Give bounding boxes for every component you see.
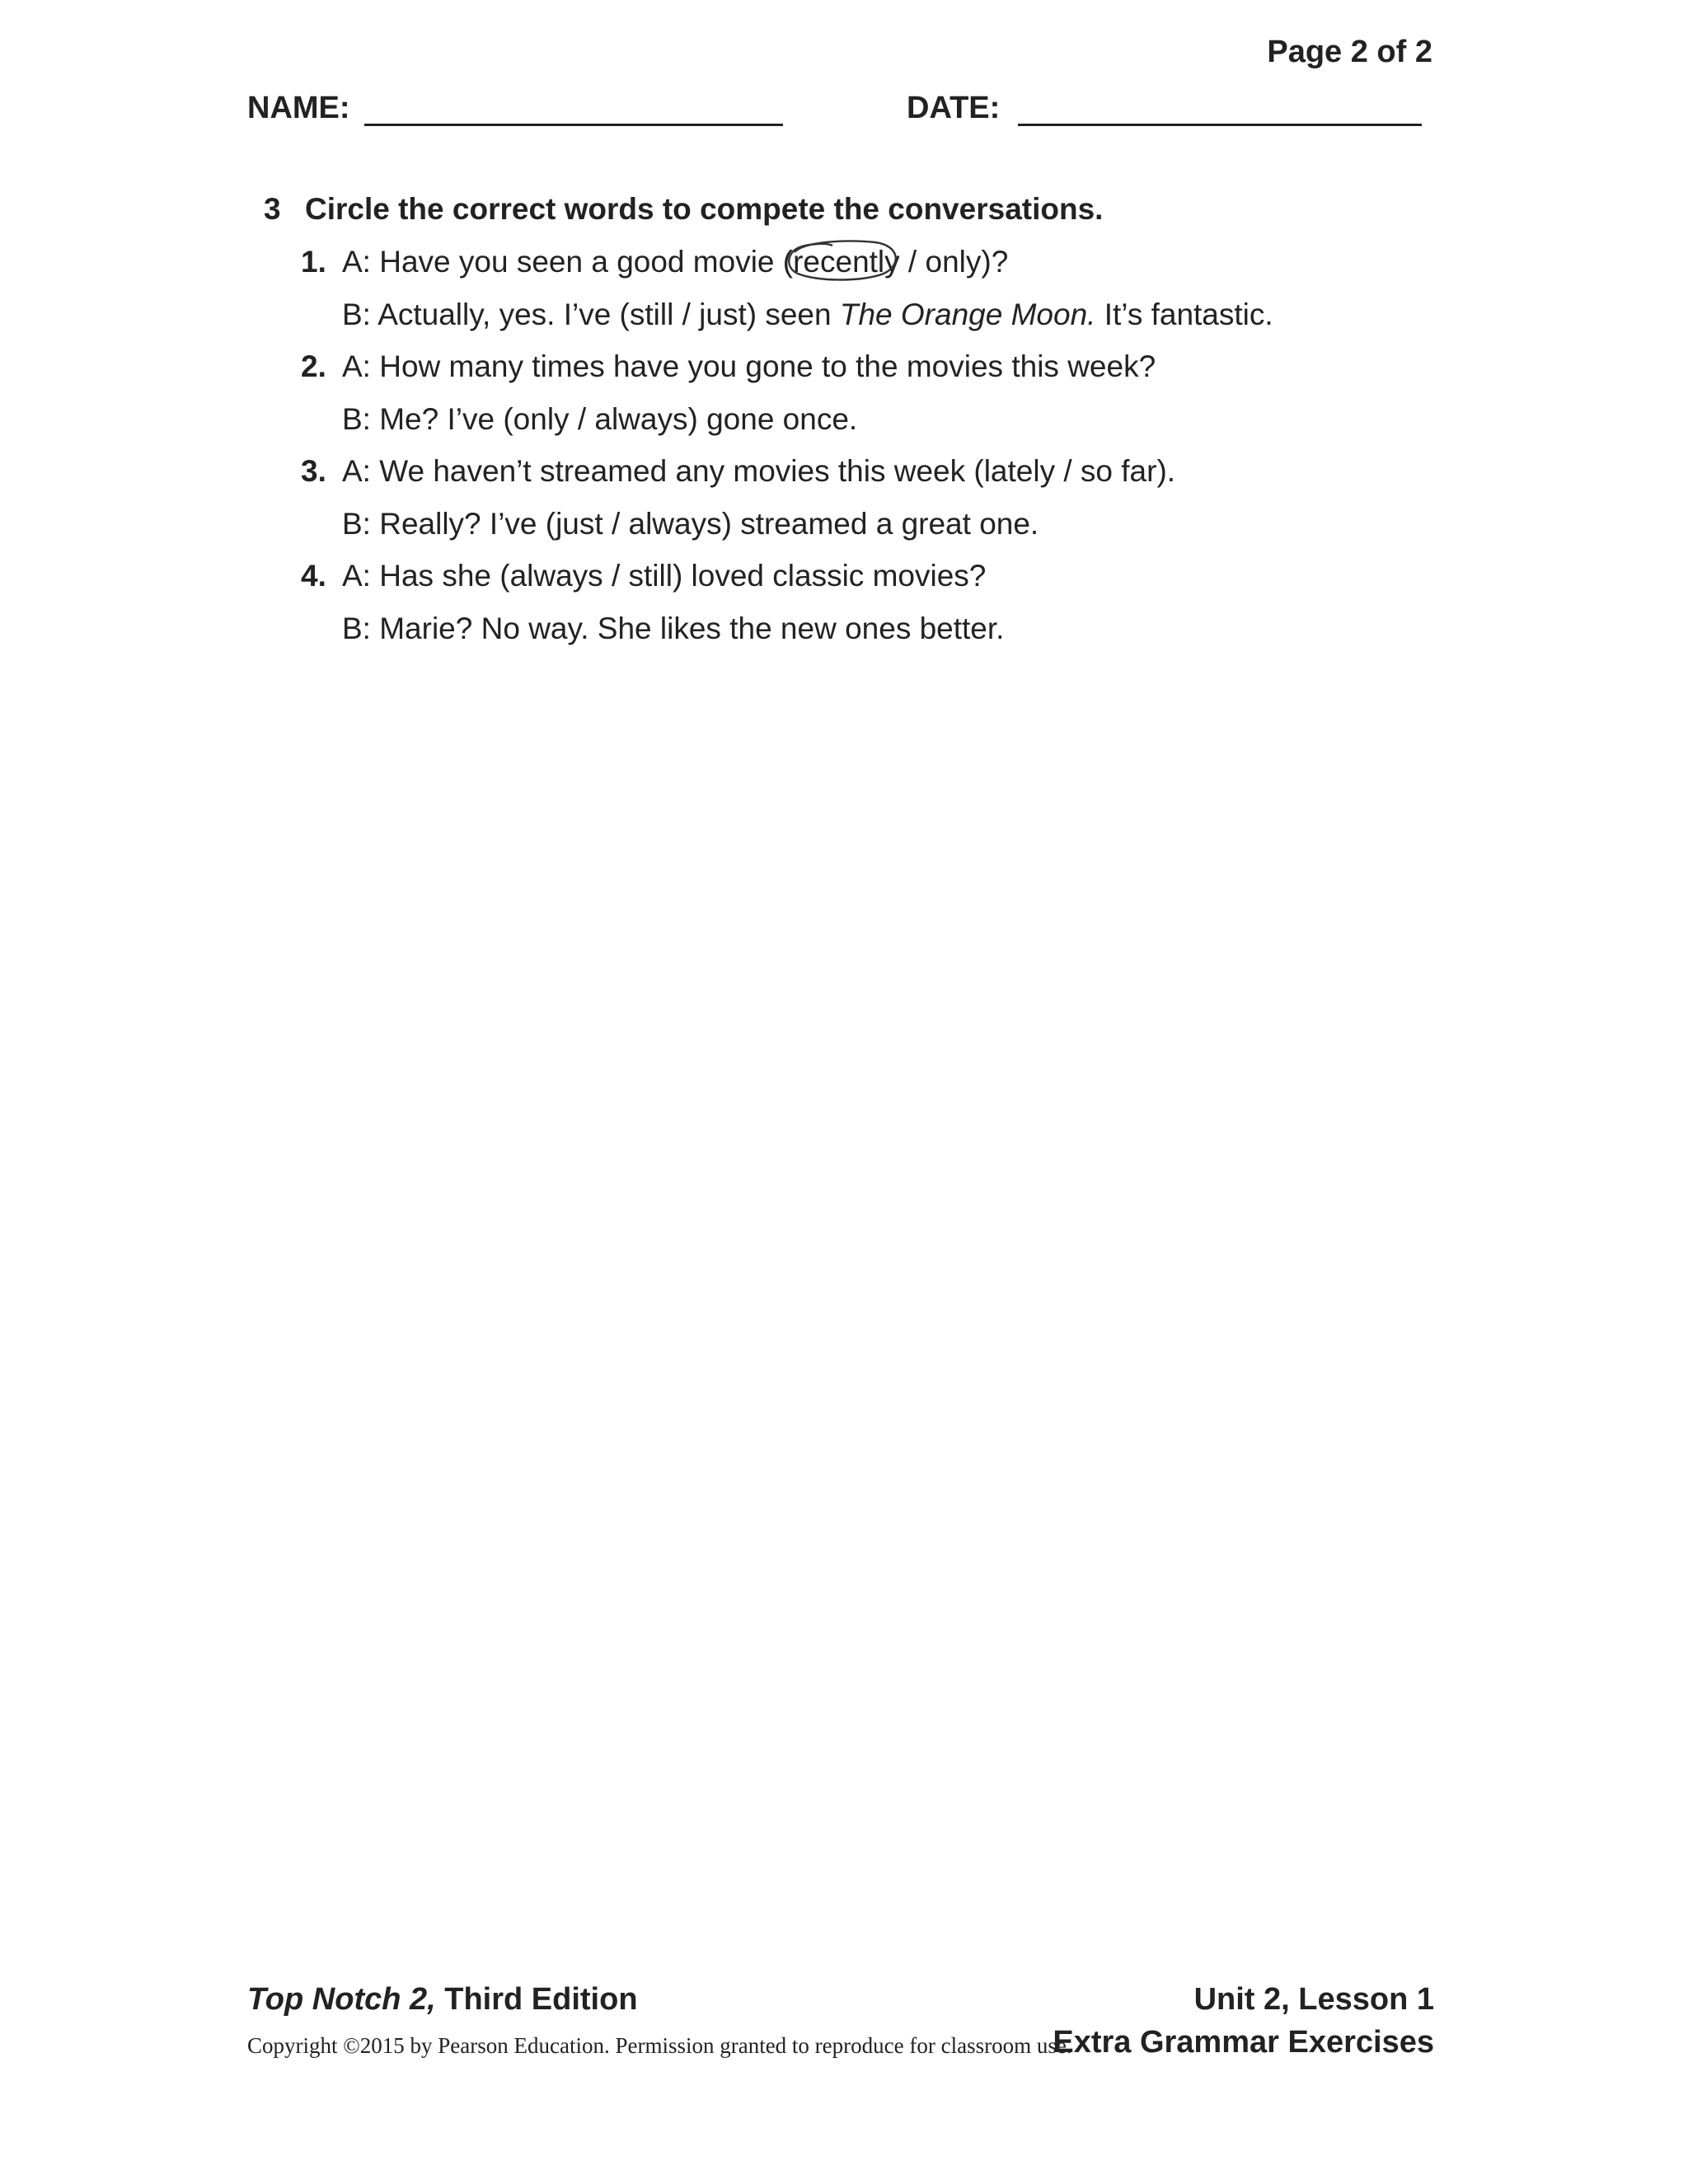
line-text: A: Has she (always / still) loved classic movies?: [342, 559, 987, 593]
item-number: 4.: [301, 559, 326, 593]
conversation-line-b: [264, 400, 1500, 452]
conversation-line-b: [264, 609, 1500, 662]
unit-lesson: Unit 2, Lesson 1: [1193, 1982, 1434, 2017]
exercise-section: [264, 190, 1500, 661]
line-text: B: Actually, yes. I’ve (still / just) seen The Orange Moon. It’s fantastic.: [342, 297, 1273, 331]
date-field-line[interactable]: [1018, 124, 1422, 126]
conversation-line-a: [264, 242, 1500, 295]
exercise-number: 3: [264, 192, 281, 226]
conversation-line-a: [264, 347, 1500, 400]
page-number: Page 2 of 2: [1267, 35, 1432, 69]
item-number: 1.: [301, 245, 326, 279]
name-label: NAME:: [247, 91, 350, 125]
line-text: B: Really? I’ve (just / always) streamed a great one.: [342, 506, 1039, 541]
line-text: B: Marie? No way. She likes the new ones better.: [342, 611, 1005, 645]
line-text: A: How many times have you gone to the movies this week?: [342, 349, 1156, 383]
conversation-line-b: [264, 504, 1500, 557]
date-label: DATE:: [907, 91, 1001, 125]
book-title: Top Notch 2, Third Edition: [247, 1982, 638, 2017]
name-date-row: [247, 91, 1434, 132]
line-text: B: Me? I’ve (only / always) gone once.: [342, 401, 858, 436]
conversation-line-b: [264, 295, 1500, 348]
conversation-line-a: [264, 556, 1500, 609]
item-number: 3.: [301, 454, 326, 488]
exercise-instruction: [264, 190, 1500, 242]
conversation-line-a: [264, 452, 1500, 504]
line-text: A: Have you seen a good movie (recently / only)?: [342, 242, 1008, 282]
name-field-line[interactable]: [364, 124, 783, 126]
section-title: Extra Grammar Exercises: [1053, 2025, 1434, 2060]
item-number: 2.: [301, 349, 326, 383]
instruction-text: Circle the correct words to compete the conversations.: [305, 192, 1104, 226]
circled-answer[interactable]: recently: [793, 242, 900, 282]
copyright-notice: Copyright ©2015 by Pearson Education. Permission granted to reproduce for classroom use.: [247, 2033, 1072, 2058]
line-text: A: We haven’t streamed any movies this week (lately / so far).: [342, 454, 1176, 488]
